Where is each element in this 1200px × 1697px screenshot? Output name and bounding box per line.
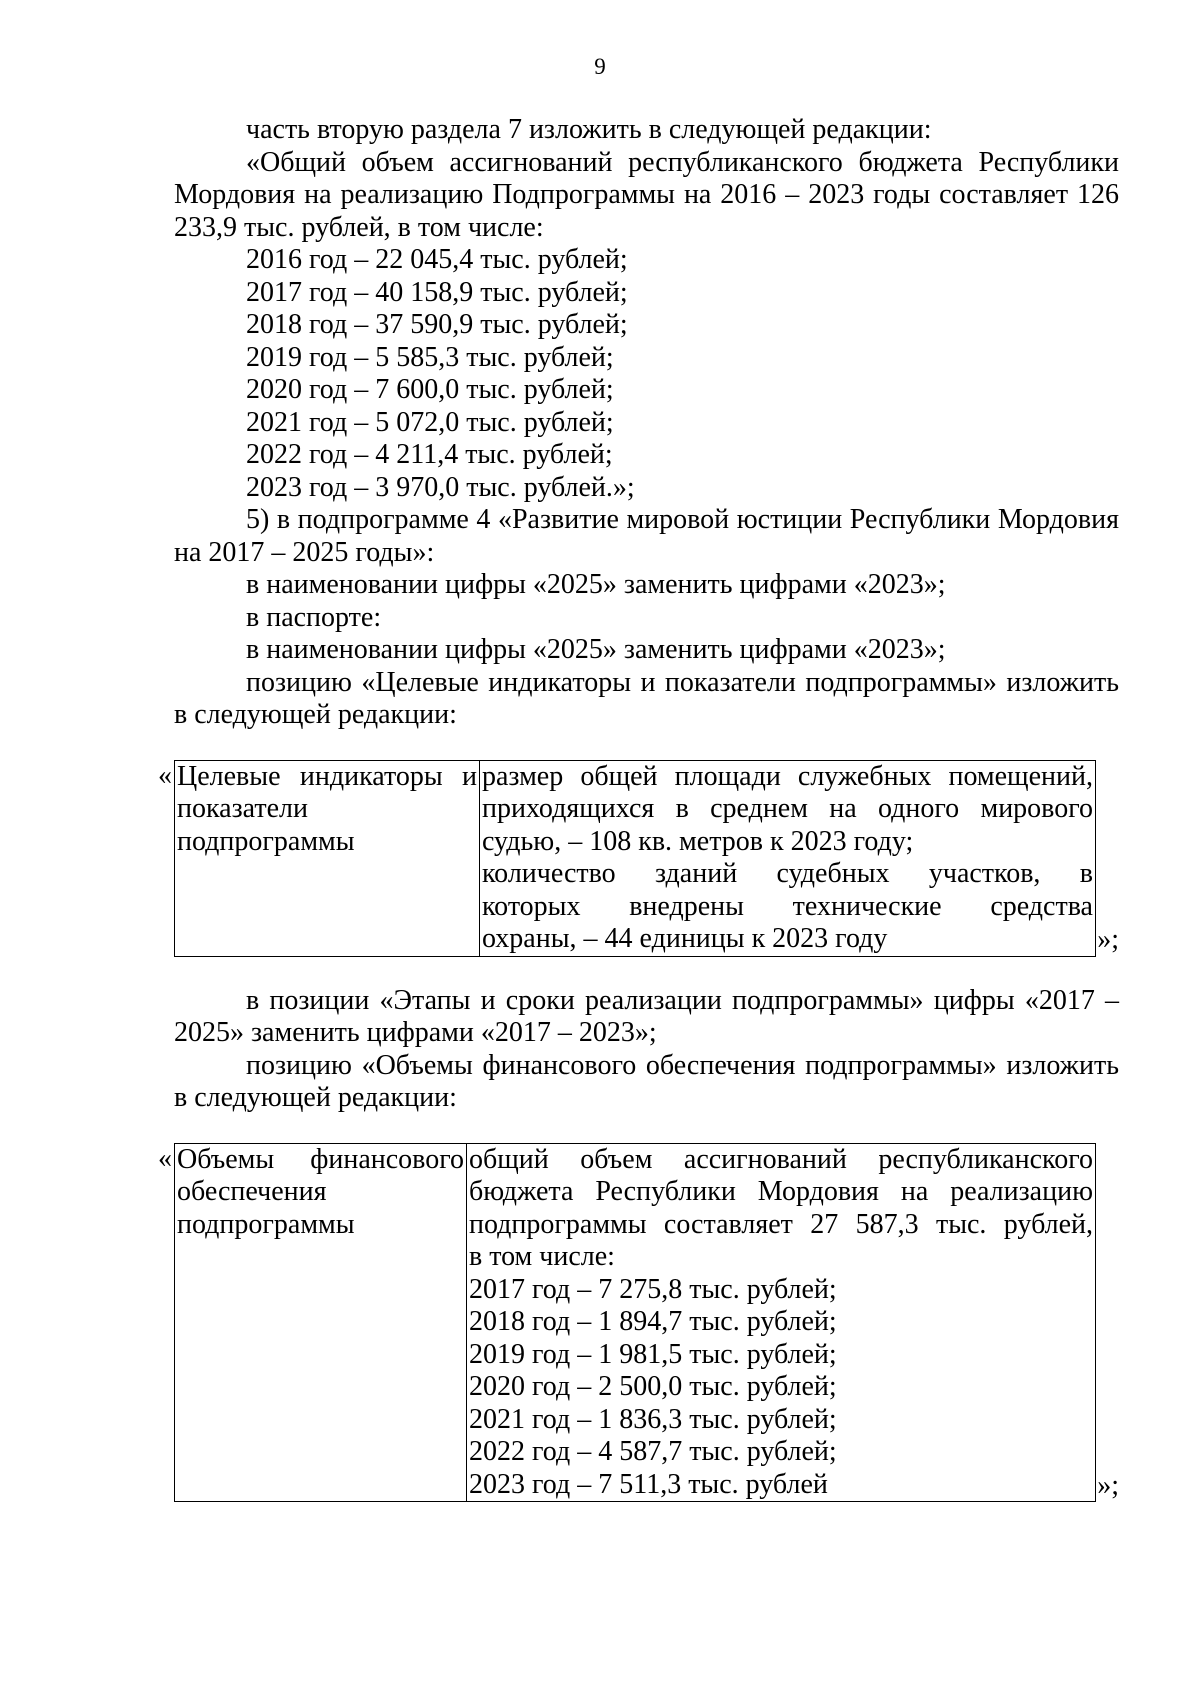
year-line: 2023 год – 3 970,0 тыс. рублей.»; [246, 471, 635, 503]
cell-line: общий объем ассигнований республиканского [469, 1143, 1093, 1175]
cell-line: приходящихся в среднем на одного мирового [482, 793, 1093, 824]
position-targets-line: позицию «Целевые индикаторы и показатели подпрограммы» изложить в следующей редакции: [174, 666, 1119, 730]
item-5: 5) в подпрограмме 4 «Развитие мировой юстиции Республики Мордовия на 2017 – 2025 годы»: [174, 504, 1119, 568]
cell-line: Целевые индикаторы и [177, 760, 477, 792]
finance-table [174, 1143, 1096, 1503]
year-line: 2018 год – 37 590,9 тыс. рублей; [246, 309, 628, 340]
cell-line: Объемы финансового [177, 1143, 464, 1175]
cell-line: 2019 год – 1 981,5 тыс. рублей; [469, 1338, 837, 1370]
paragraph-intro: часть вторую раздела 7 изложить в следующей редакции: [246, 114, 932, 145]
year-line: 2021 год – 5 072,0 тыс. рублей; [246, 406, 614, 438]
cell-line: бюджета Республики Мордовия на реализацию [469, 1176, 1093, 1207]
cell-line: обеспечения [177, 1176, 327, 1207]
cell-line: подпрограммы [177, 1208, 355, 1240]
cell-line: 2023 год – 7 511,3 тыс. рублей [469, 1468, 828, 1500]
year-line: 2020 год – 7 600,0 тыс. рублей; [246, 374, 614, 405]
cell-line: 2017 год – 7 275,8 тыс. рублей; [469, 1273, 837, 1305]
table-row [175, 760, 1096, 956]
cell-line: судью, – 108 кв. метров к 2023 году; [482, 825, 914, 857]
year-line: 2017 год – 40 158,9 тыс. рублей; [246, 276, 628, 308]
cell-line: 2020 год – 2 500,0 тыс. рублей; [469, 1371, 837, 1402]
quote-close: »; [1097, 1469, 1119, 1501]
page-number: 9 [594, 54, 606, 79]
cell-line: охраны, – 44 единицы к 2023 году [482, 923, 888, 954]
cell-line: которых внедрены технические средства [482, 890, 1093, 922]
year-line: 2022 год – 4 211,4 тыс. рублей; [246, 439, 613, 470]
finance-right-cell [467, 1143, 1096, 1502]
finance-left-cell [175, 1143, 467, 1502]
cell-line: подпрограммы составляет 27 587,3 тыс. рублей, [469, 1208, 1093, 1240]
quote-close: »; [1097, 924, 1119, 955]
targets-right-cell [480, 760, 1096, 956]
targets-left-cell [175, 760, 480, 956]
year-line: 2016 год – 22 045,4 тыс. рублей; [246, 244, 628, 275]
targets-table [174, 760, 1096, 957]
quote-open: « [158, 1142, 172, 1174]
rename-line-2: в наименовании цифры «2025» заменить цифрами «2023»; [246, 634, 946, 665]
cell-line: размер общей площади служебных помещений, [482, 760, 1093, 792]
cell-line: показатели подпрограммы [177, 793, 355, 857]
cell-line: в том числе: [469, 1241, 615, 1272]
rename-line-1: в наименовании цифры «2025» заменить цифрами «2023»; [246, 569, 946, 600]
cell-line: 2018 год – 1 894,7 тыс. рублей; [469, 1306, 837, 1337]
targets-table-wrapper [158, 759, 1119, 957]
finance-table-wrapper [158, 1142, 1119, 1503]
table-row [175, 1143, 1096, 1502]
stages-line: в позиции «Этапы и сроки реализации подпрограммы» цифры «2017 – 2025» заменить цифрами «2017 – 2023»; [174, 984, 1119, 1048]
cell-line: количество зданий судебных участков, в [482, 858, 1093, 889]
cell-line: 2022 год – 4 587,7 тыс. рублей; [469, 1436, 837, 1467]
quote-open: « [158, 759, 172, 791]
passport-line: в паспорте: [246, 601, 382, 633]
position-finance-line: позицию «Объемы финансового обеспечения подпрограммы» изложить в следующей редакции: [174, 1049, 1119, 1113]
cell-line: 2021 год – 1 836,3 тыс. рублей; [469, 1403, 837, 1435]
year-line: 2019 год – 5 585,3 тыс. рублей; [246, 341, 614, 373]
paragraph-total: «Общий объем ассигнований республиканского бюджета Республики Мордовия на реализацию Подпрограммы на 2016 – 2023 годы составляет 126 233,9 тыс. рублей, в том числе: [174, 146, 1119, 243]
document-body [158, 114, 1119, 1530]
